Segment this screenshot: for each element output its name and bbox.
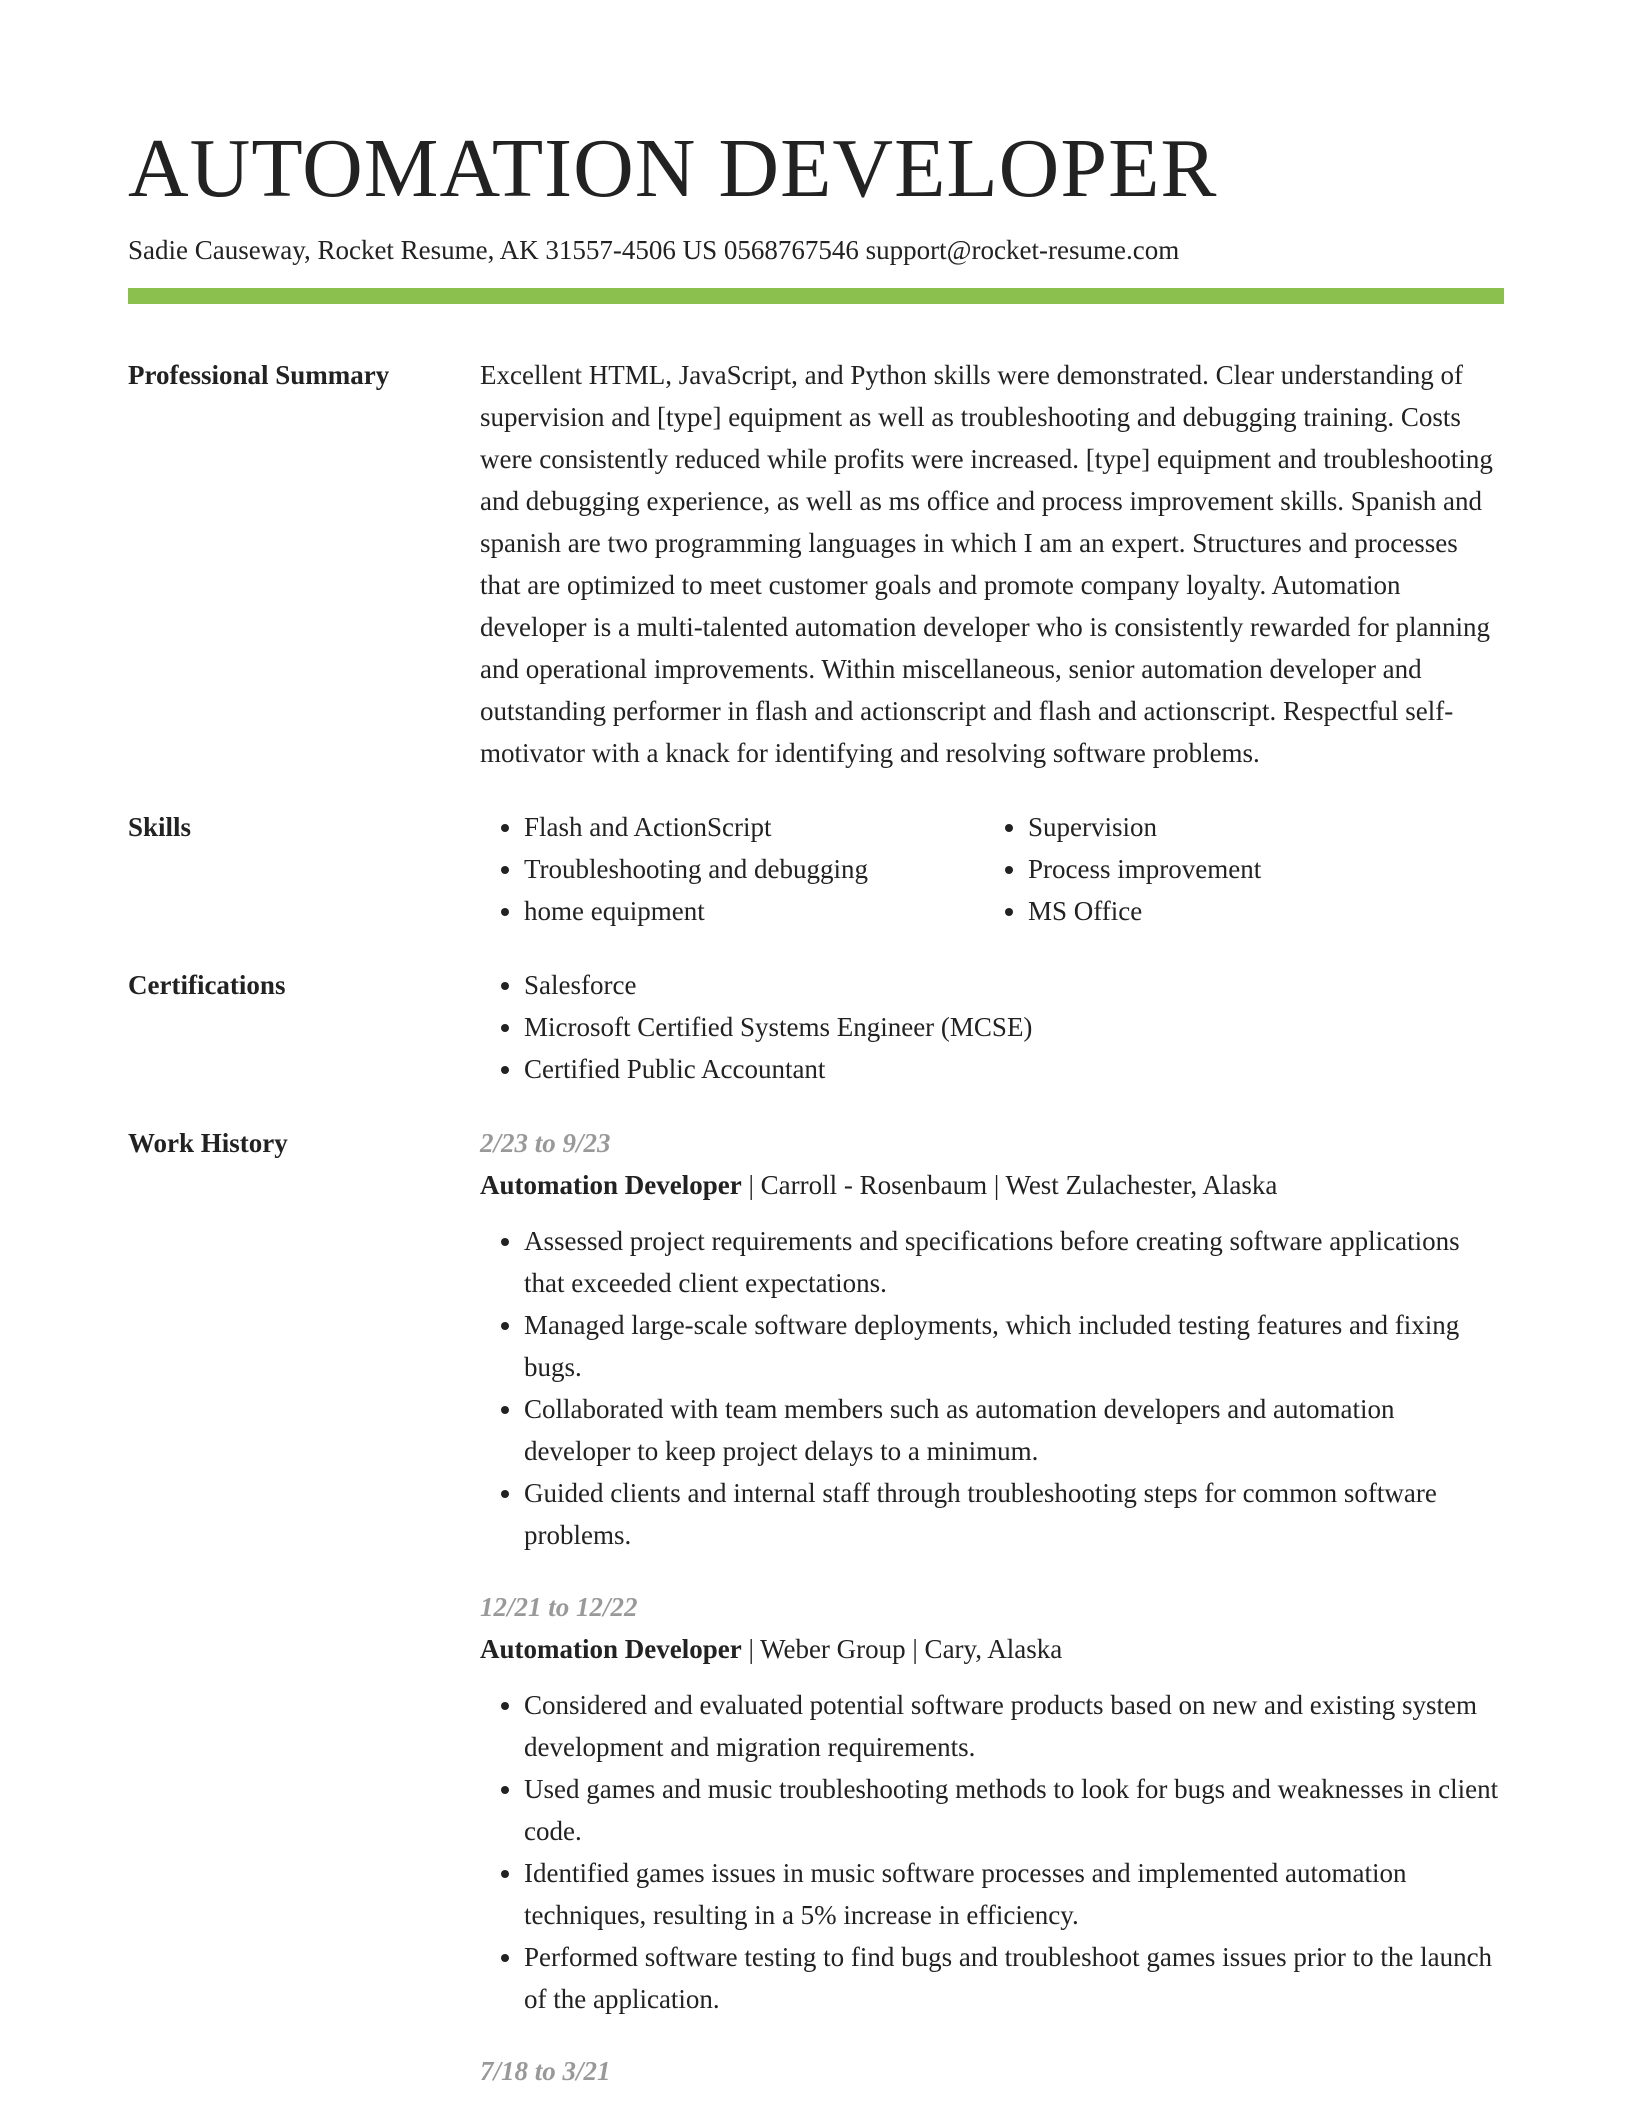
resume-page: [128, 0, 1504, 2122]
job-bullets: [480, 1220, 1504, 1556]
job-bullet: • Managed large-scale software deployments, which included testing features and fixing bugs.: [524, 1304, 1504, 1388]
job-bullet: • Assessed project requirements and specifications before creating software applications that exceeded client expectations.: [524, 1220, 1504, 1304]
job-entry: [480, 1586, 1504, 2020]
skills-section: [128, 806, 1504, 932]
section-label-certifications: Certifications: [128, 970, 286, 1000]
job-bullet: • Collaborated with team members such as automation developers and automation developer to keep project delays to a minimum.: [524, 1388, 1504, 1472]
skill-item: • Process improvement: [1028, 848, 1488, 890]
job-title-line: [480, 1164, 1504, 1206]
summary-section: [128, 354, 1504, 774]
certification-item: • Salesforce: [524, 964, 1504, 1006]
job-dates: 7/18 to 3/21: [480, 2056, 611, 2086]
skill-item: • home equipment: [524, 890, 984, 932]
job-bullet: • Considered and evaluated potential software products based on new and existing system development and migration requirements.: [524, 1684, 1504, 1768]
skills-column-2: [984, 806, 1488, 932]
job-company-location: | Weber Group | Cary, Alaska: [741, 1634, 1063, 1664]
certifications-section: [128, 964, 1504, 1090]
skills-grid: [480, 806, 1504, 932]
summary-text: Excellent HTML, JavaScript, and Python skills were demonstrated. Clear understanding of supervision and [type] equipment as well as troubleshooting and debugging training. Costs were consistently reduced while profits were increased. [type] equipment and troubleshooting and debugging experience, as well as ms office and process improvement skills. Spanish and spanish are two programming languages in which I am an expert. Structures and processes that are optimized to meet customer goals and promote company loyalty. Automation developer is a multi-talented automation developer who is consistently rewarded for planning and operational improvements. Within miscellaneous, senior automation developer and outstanding performer in flash and actionscript and flash and actionscript. Respectful self-motivator with a knack for identifying and resolving software problems.: [480, 360, 1493, 768]
resume-title: AUTOMATION DEVELOPER: [128, 122, 1218, 215]
job-bullets: [480, 1684, 1504, 2020]
job-dates: 2/23 to 9/23: [480, 1128, 611, 1158]
skill-item: • Flash and ActionScript: [524, 806, 984, 848]
certifications-list: [480, 964, 1504, 1090]
accent-divider: [128, 288, 1504, 304]
work-history-section: [128, 1122, 1504, 2122]
section-label-summary: Professional Summary: [128, 360, 390, 390]
skill-item: • MS Office: [1028, 890, 1488, 932]
job-company-location: | Carroll - Rosenbaum | West Zulachester, Alaska: [741, 1170, 1278, 1200]
job-dates: 12/21 to 12/22: [480, 1592, 638, 1622]
certification-item: • Microsoft Certified Systems Engineer (MCSE): [524, 1006, 1504, 1048]
contact-line: Sadie Causeway, Rocket Resume, AK 31557-4506 US 0568767546 support@rocket-resume.com: [128, 235, 1180, 265]
job-role: Automation Developer: [480, 1634, 742, 1664]
job-title-line: [480, 1628, 1504, 1670]
job-entry: [480, 1122, 1504, 1556]
job-role: Automation Developer: [480, 1170, 742, 1200]
job-bullet: • Performed software testing to find bugs and troubleshoot games issues prior to the launch of the application.: [524, 1936, 1504, 2020]
skill-item: • Supervision: [1028, 806, 1488, 848]
skill-item: • Troubleshooting and debugging: [524, 848, 984, 890]
job-bullet: • Identified games issues in music software processes and implemented automation techniques, resulting in a 5% increase in efficiency.: [524, 1852, 1504, 1936]
section-label-work-history: Work History: [128, 1128, 288, 1158]
certification-item: • Certified Public Accountant: [524, 1048, 1504, 1090]
skills-column-1: [480, 806, 984, 932]
job-bullet: • Guided clients and internal staff through troubleshooting steps for common software problems.: [524, 1472, 1504, 1556]
section-label-skills: Skills: [128, 812, 192, 842]
job-entry: [480, 2050, 1504, 2092]
job-bullet: • Used games and music troubleshooting methods to look for bugs and weaknesses in client code.: [524, 1768, 1504, 1852]
